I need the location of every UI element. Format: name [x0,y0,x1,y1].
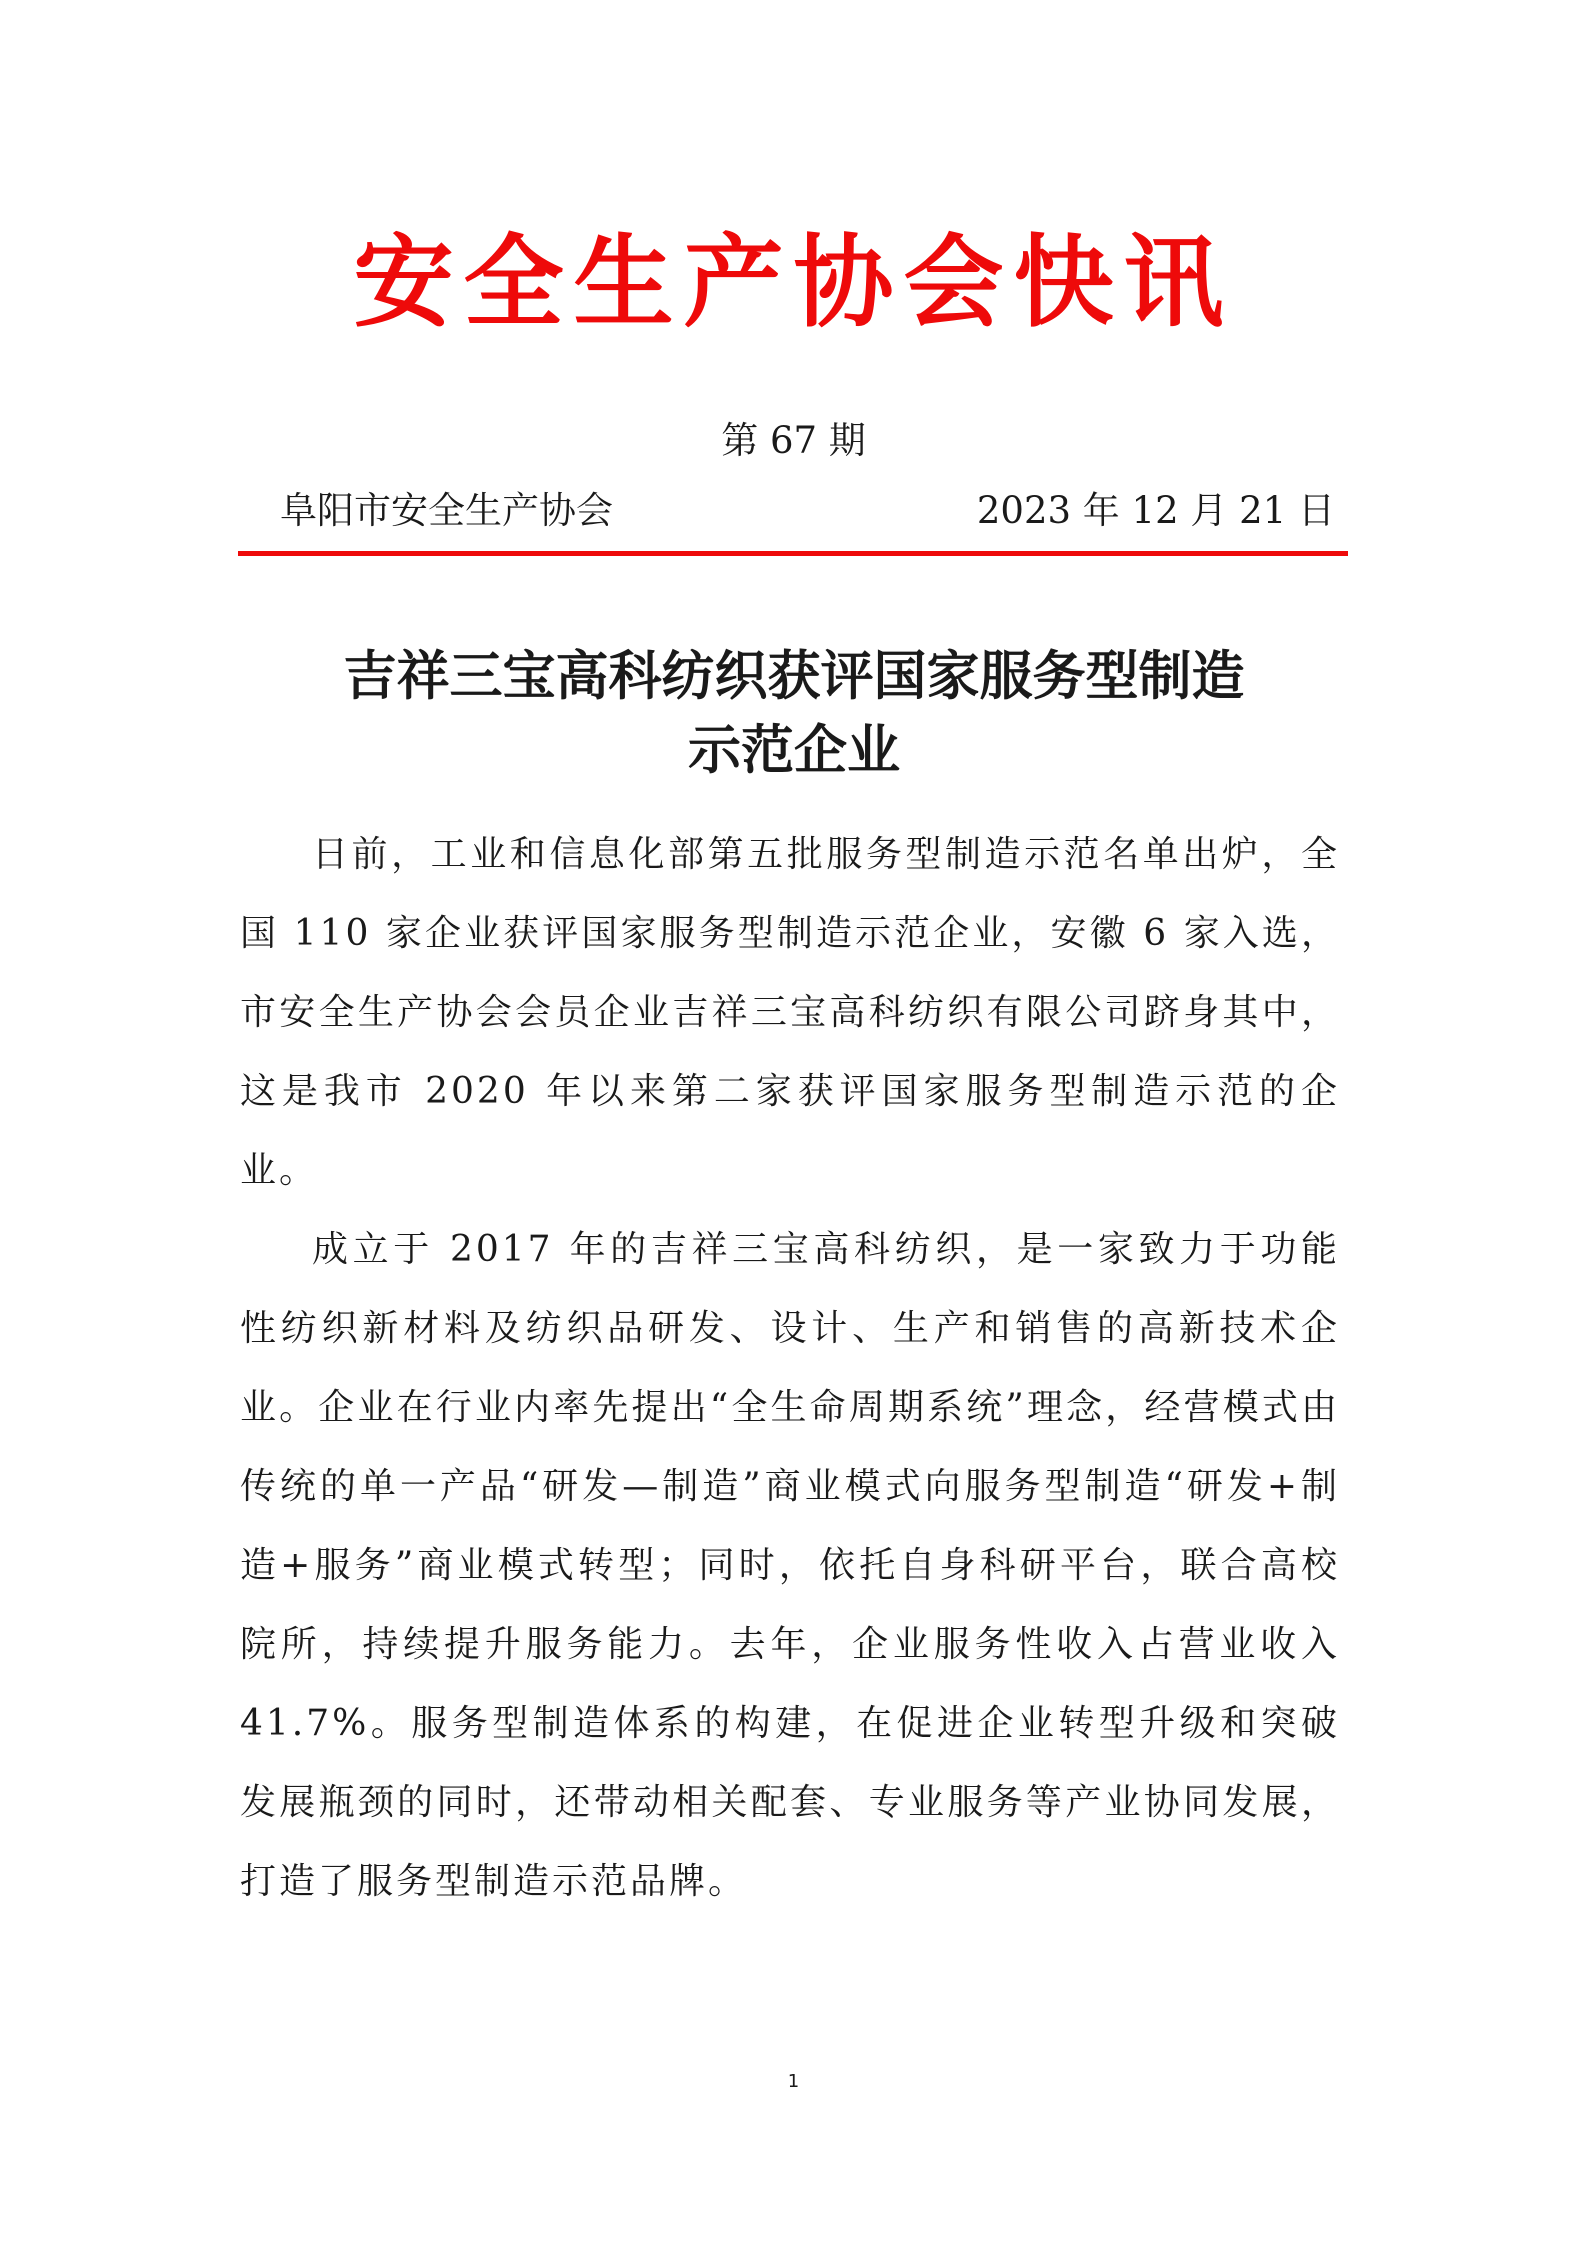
article-title-line-2: 示范企业 [688,720,900,781]
issue-date: 2023 年 12 月 21 日 [976,489,1335,532]
article-title-line-1: 吉祥三宝高科纺织获评国家服务型制造 [343,646,1245,707]
issue-number: 第 67 期 [721,419,866,462]
article-body [240,815,1340,1921]
article-paragraph-2: 成立于 2017 年的吉祥三宝高科纺织，是一家致力于功能性纺织新材料及纺织品研发、设计、生产和销售的高新技术企业。企业在行业内率先提出“全生命周期系统”理念，经营模式由传统的单一产品“研发—制造”商业模式向服务型制造“研发+制造+服务”商业模式转型；同时，依托自身科研平台，联合高校院所，持续提升服务能力。去年，企业服务性收入占营业收入 41.7%。服务型制造体系的构建，在促进企业转型升级和突破发展瓶颈的同时，还带动相关配套、专业服务等产业协同发展，打造了服务型制造示范品牌。 [240,1229,1340,1902]
red-divider-rule [238,551,1348,556]
article-title [240,640,1348,788]
page-number: 1 [787,2071,800,2092]
newsletter-masthead-title: 安全生产协会快讯 [353,223,1234,341]
issuing-organization: 阜阳市安全生产协会 [280,489,613,532]
article-paragraph-1: 日前，工业和信息化部第五批服务型制造示范名单出炉，全国 110 家企业获评国家服务型制造示范企业，安徽 6 家入选，市安全生产协会会员企业吉祥三宝高科纺织有限公司跻身其中，这是我市 2020 年以来第二家获评国家服务型制造示范的企业。 [240,834,1340,1191]
